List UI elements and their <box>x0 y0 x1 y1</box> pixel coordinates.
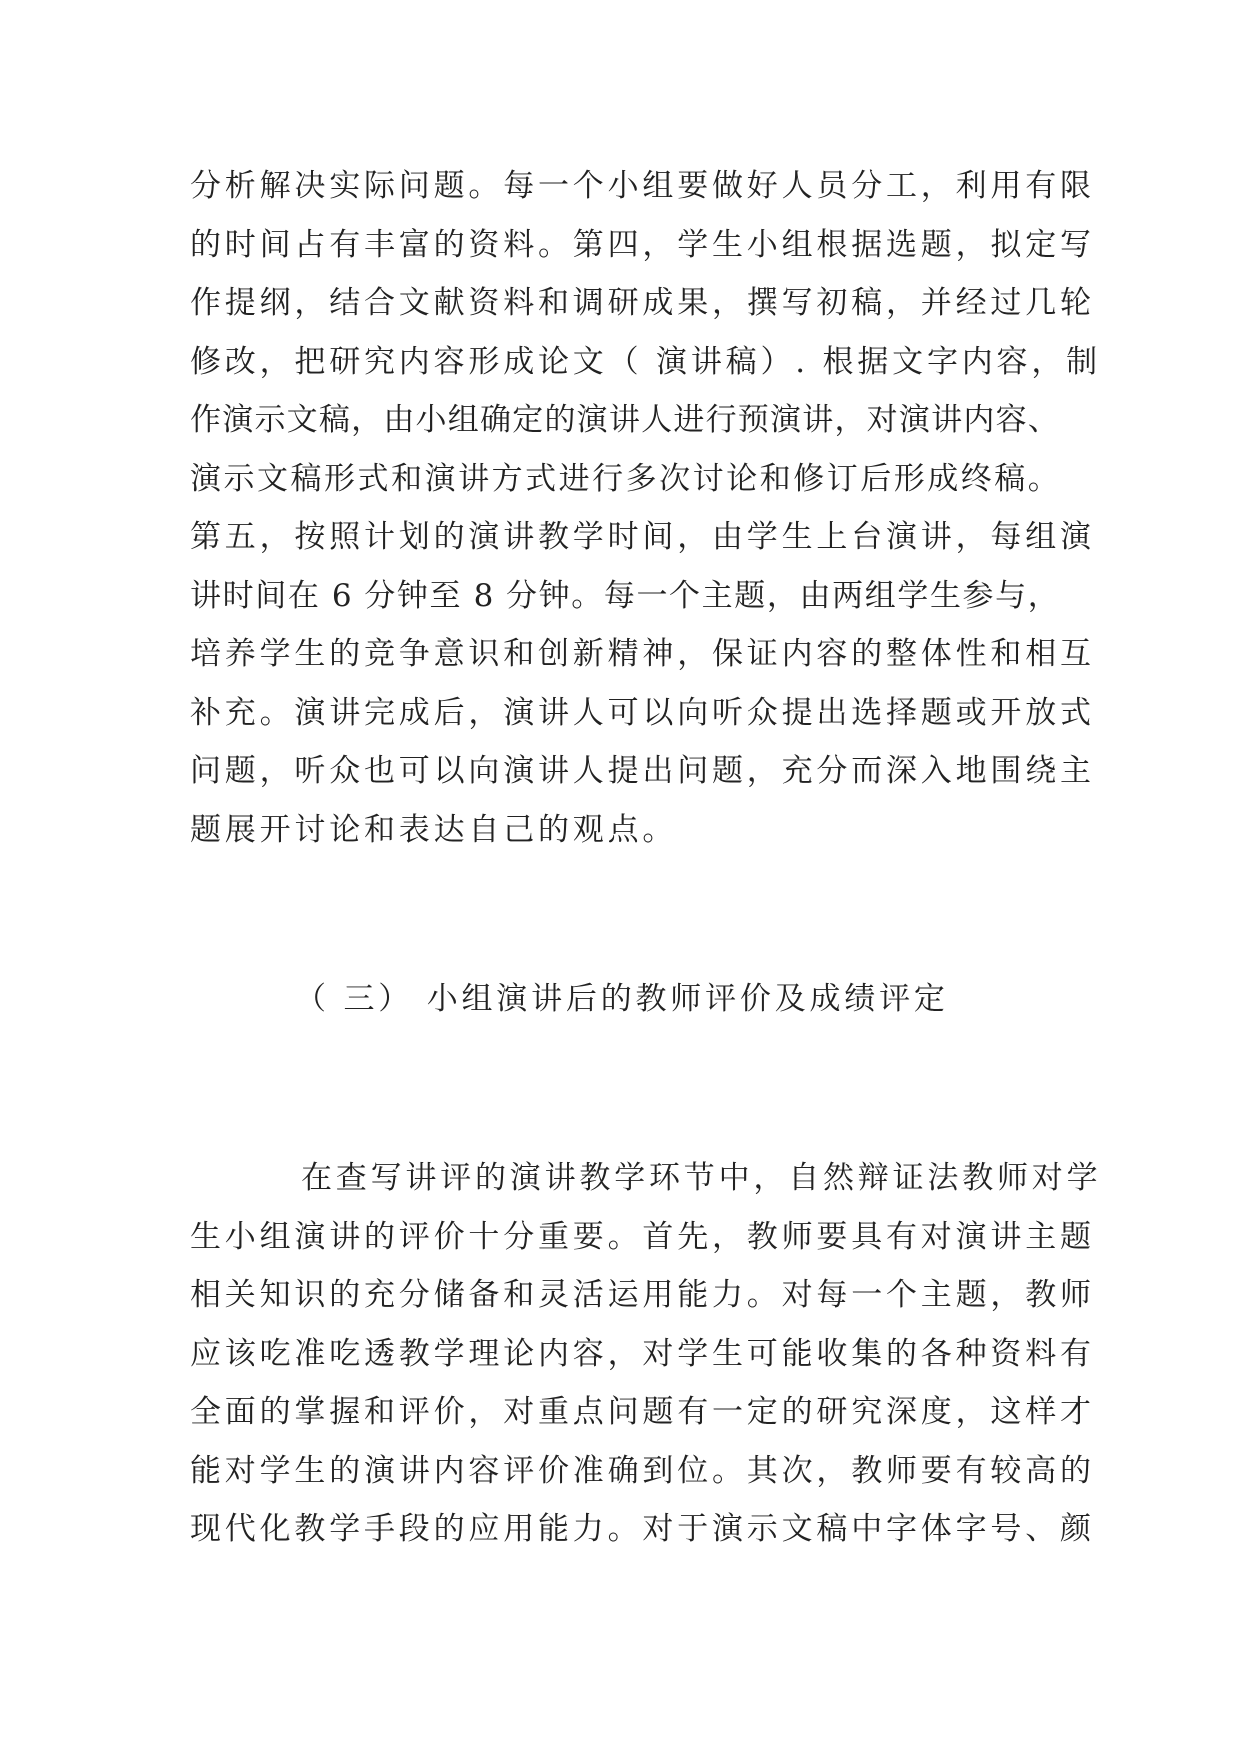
text-line: 第五，按照计划的演讲教学时间，由学生上台演讲，每组演 <box>190 519 1095 555</box>
text-line: 现代化教学手段的应用能力。对于演示文稿中字体字号、颜 <box>190 1511 1095 1547</box>
text-line: 培养学生的竞争意识和创新精神，保证内容的整体性和相互 <box>190 636 1095 672</box>
text-line: 应该吃准吃透教学理论内容，对学生可能收集的各种资料有 <box>190 1335 1095 1372</box>
text-line: 讲时间在 6 分钟至 8 分钟。每一个主题，由两组学生参与， <box>190 577 1060 614</box>
body-paragraph-2 <box>190 1149 1102 1559</box>
text-line: 相关知识的充分储备和灵活运用能力。对每一个主题，教师 <box>190 1277 1095 1313</box>
text-line: 生小组演讲的评价十分重要。首先，教师要具有对演讲主题 <box>190 1218 1095 1255</box>
text-line: 能对学生的演讲内容评价准确到位。其次，教师要有较高的 <box>190 1452 1095 1489</box>
text-line: 补充。演讲完成后，演讲人可以向听众提出选择题或开放式 <box>190 694 1095 731</box>
text-line: 作提纲，结合文献资料和调研成果，撰写初稿，并经过几轮 <box>190 285 1095 321</box>
section-heading: （ 三） 小组演讲后的教师评价及成绩评定 <box>295 981 949 1017</box>
text-line: 演示文稿形式和演讲方式进行多次讨论和修订后形成终稿。 <box>190 460 1060 497</box>
body-paragraph-1 <box>190 157 1101 859</box>
text-line: 的时间占有丰富的资料。第四，学生小组根据选题，拟定写 <box>190 226 1095 263</box>
text-line: 修改，把研究内容形成论文（ 演讲稿）. 根据文字内容，制 <box>190 343 1101 380</box>
text-line: 问题，听众也可以向演讲人提出问题，充分而深入地围绕主 <box>190 753 1095 789</box>
text-line: 题展开讨论和表达自己的观点。 <box>190 811 678 848</box>
text-line: 作演示文稿，由小组确定的演讲人进行预演讲，对演讲内容、 <box>190 402 1060 438</box>
text-line: 分析解决实际问题。每一个小组要做好人员分工，利用有限 <box>190 168 1095 204</box>
text-line: 全面的掌握和评价，对重点问题有一定的研究深度，这样才 <box>190 1394 1095 1430</box>
text-line: 在查写讲评的演讲教学环节中，自然辩证法教师对学 <box>301 1160 1102 1196</box>
